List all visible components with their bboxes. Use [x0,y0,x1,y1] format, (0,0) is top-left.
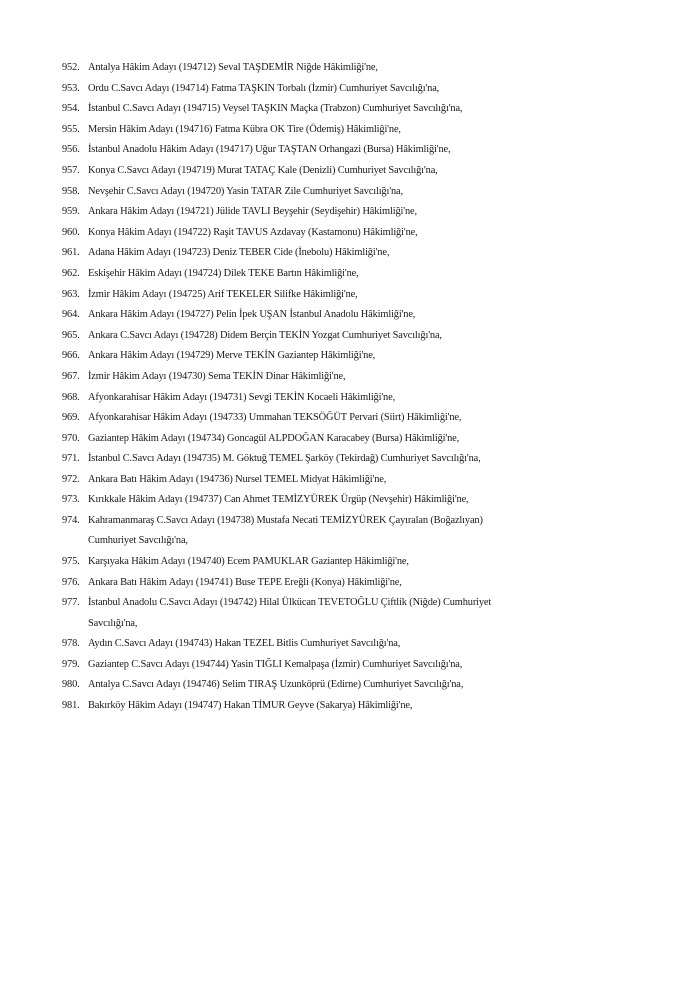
item-number: 960. [62,226,80,238]
list-item [62,597,662,629]
item-text-block [88,515,662,547]
list-item [62,103,662,115]
item-number: 965. [62,329,80,341]
item-number: 955. [62,123,80,135]
item-number: 953. [62,82,80,94]
item-number: 980. [62,679,80,691]
item-text-block [88,206,662,218]
list-item [62,679,662,691]
item-text-block [88,577,662,589]
list-item [62,659,662,671]
item-text: Nevşehir C.Savcı Adayı (194720) Yasin TATAR Zile Cumhuriyet Savcılığı'na, [88,185,403,197]
list-item [62,186,662,198]
item-number: 975. [62,556,80,568]
item-text: İstanbul C.Savcı Adayı (194715) Veysel TAŞKIN Maçka (Trabzon) Cumhuriyet Savcılığı'na, [88,103,463,115]
item-text: Adana Hâkim Adayı (194723) Deniz TEBER Cide (İnebolu) Hâkimliği'ne, [88,247,390,259]
list-item [62,577,662,589]
item-text-block [88,268,662,280]
list-item [62,124,662,136]
item-text-block [88,433,662,445]
item-text: Aydın C.Savcı Adayı (194743) Hakan TEZEL Bitlis Cumhuriyet Savcılığı'na, [88,638,401,650]
item-text-block [88,638,662,650]
list-item [62,62,662,74]
list-item [62,83,662,95]
item-number: 971. [62,453,80,465]
item-text-block [88,453,662,465]
item-text: İzmir Hâkim Adayı (194725) Arif TEKELER Silifke Hâkimliği'ne, [88,288,358,300]
item-number: 962. [62,267,80,279]
list-item [62,289,662,301]
item-text: Ankara C.Savcı Adayı (194728) Didem Berçin TEKİN Yozgat Cumhuriyet Savcılığı'na, [88,329,442,341]
item-text-block [88,83,662,95]
item-text-block [88,679,662,691]
item-number: 968. [62,391,80,403]
item-text-block [88,494,662,506]
list-item [62,227,662,239]
item-text: Eskişehir Hâkim Adayı (194724) Dilek TEKE Bartın Hâkimliği'ne, [88,267,359,279]
list-item [62,144,662,156]
item-text: Ordu C.Savcı Adayı (194714) Fatma TAŞKIN Torbalı (İzmir) Cumhuriyet Savcılığı'na, [88,82,440,94]
item-text: Kırıkkale Hâkim Adayı (194737) Can Ahmet TEMİZYÜREK Ürgüp (Nevşehir) Hâkimliği'ne, [88,494,469,506]
item-text-block [88,556,662,568]
list-item [62,350,662,362]
item-text: İstanbul Anadolu C.Savcı Adayı (194742) Hilal Ülkücan TEVETOĞLU Çiftlik (Niğde) Cumhuriyet [88,597,492,609]
item-text: Afyonkarahisar Hâkim Adayı (194731) Sevgi TEKİN Kocaeli Hâkimliği'ne, [88,391,396,403]
item-number: 981. [62,700,80,711]
list-item [62,556,662,568]
item-number: 976. [62,576,80,588]
appointment-list [62,62,662,721]
item-number: 958. [62,185,80,197]
item-text-block [88,103,662,115]
item-number: 959. [62,206,80,218]
list-item [62,433,662,445]
item-number: 979. [62,658,80,670]
item-text-block [88,350,662,362]
item-text: Antalya Hâkim Adayı (194712) Seval TAŞDEMİR Niğde Hâkimliği'ne, [88,62,378,73]
list-item [62,371,662,383]
list-item [62,392,662,404]
item-text-block [88,289,662,301]
list-item [62,330,662,342]
item-text: Ankara Batı Hâkim Adayı (194741) Buse TEPE Ereğli (Konya) Hâkimliği'ne, [88,576,402,588]
item-number: 972. [62,473,80,485]
list-item [62,515,662,547]
item-text-block [88,227,662,239]
list-item [62,453,662,465]
item-text: Afyonkarahisar Hâkim Adayı (194733) Ummahan TEKSÖĞÜT Pervari (Siirt) Hâkimliği'ne, [88,412,462,424]
list-item [62,165,662,177]
item-number: 963. [62,288,80,300]
item-text: İstanbul Anadolu Hâkim Adayı (194717) Uğur TAŞTAN Orhangazi (Bursa) Hâkimliği'ne, [88,144,451,156]
item-number: 978. [62,638,80,650]
item-text: Ankara Batı Hâkim Adayı (194736) Nursel TEMEL Midyat Hâkimliği'ne, [88,473,387,485]
item-text-block [88,309,662,321]
item-number: 957. [62,164,80,176]
item-text-block [88,62,662,74]
item-text-block [88,597,662,629]
item-number: 977. [62,597,80,609]
item-text-block [88,124,662,136]
item-number: 956. [62,144,80,156]
item-text-block [88,412,662,424]
item-number: 969. [62,412,80,424]
item-number: 970. [62,432,80,444]
item-text: Gaziantep C.Savcı Adayı (194744) Yasin TIĞLI Kemalpaşa (İzmir) Cumhuriyet Savcılığı'na, [88,658,463,670]
item-text-block [88,247,662,259]
item-number: 954. [62,103,80,115]
item-text: Antalya C.Savcı Adayı (194746) Selim TIRAŞ Uzunköprü (Edirne) Cumhuriyet Savcılığı'na, [88,679,464,691]
item-number: 974. [62,515,80,527]
item-text: Konya Hâkim Adayı (194722) Raşit TAVUS Azdavay (Kastamonu) Hâkimliği'ne, [88,226,418,238]
list-item [62,412,662,424]
item-number: 964. [62,309,80,321]
item-text-block [88,371,662,383]
item-text-block [88,474,662,486]
item-number: 966. [62,350,80,362]
list-item [62,247,662,259]
item-number: 973. [62,494,80,506]
item-text-block [88,392,662,404]
item-text-block [88,165,662,177]
item-text-continuation: Cumhuriyet Savcılığı'na, [88,535,188,547]
item-text: Ankara Hâkim Adayı (194721) Jülide TAVLI Beyşehir (Seydişehir) Hâkimliği'ne, [88,206,417,218]
item-text: Karşıyaka Hâkim Adayı (194740) Ecem PAMUKLAR Gaziantep Hâkimliği'ne, [88,556,409,568]
item-text-block [88,659,662,671]
list-item [62,206,662,218]
item-text-block [88,144,662,156]
list-item [62,494,662,506]
item-text: Bakırköy Hâkim Adayı (194747) Hakan TİMUR Geyve (Sakarya) Hâkimliği'ne, [88,700,413,711]
item-text: Gaziantep Hâkim Adayı (194734) Goncagül ALPDOĞAN Karacabey (Bursa) Hâkimliği'ne, [88,432,460,444]
list-item [62,474,662,486]
item-number: 961. [62,247,80,259]
item-text: Konya C.Savcı Adayı (194719) Murat TATAÇ Kale (Denizli) Cumhuriyet Savcılığı'na, [88,164,438,176]
item-text-block [88,700,662,712]
list-item [62,309,662,321]
item-text: Kahramanmaraş C.Savcı Adayı (194738) Mustafa Necati TEMİZYÜREK Çayıralan (Boğazlıyan) [88,515,483,527]
list-item [62,700,662,712]
item-text: Ankara Hâkim Adayı (194727) Pelin İpek UŞAN İstanbul Anadolu Hâkimliği'ne, [88,309,416,321]
item-text-continuation: Savcılığı'na, [88,617,138,629]
item-text: Ankara Hâkim Adayı (194729) Merve TEKİN Gaziantep Hâkimliği'ne, [88,350,376,362]
item-number: 967. [62,370,80,382]
list-item [62,638,662,650]
item-text-block [88,330,662,342]
item-text: İstanbul C.Savcı Adayı (194735) M. Göktuğ TEMEL Şarköy (Tekirdağ) Cumhuriyet Savcılığı'na, [88,453,481,465]
list-item [62,268,662,280]
item-number: 952. [62,62,80,73]
item-text: Mersin Hâkim Adayı (194716) Fatma Kübra OK Tire (Ödemiş) Hâkimliği'ne, [88,123,401,135]
item-text-block [88,186,662,198]
item-text: İzmir Hâkim Adayı (194730) Sema TEKİN Dinar Hâkimliği'ne, [88,370,346,382]
